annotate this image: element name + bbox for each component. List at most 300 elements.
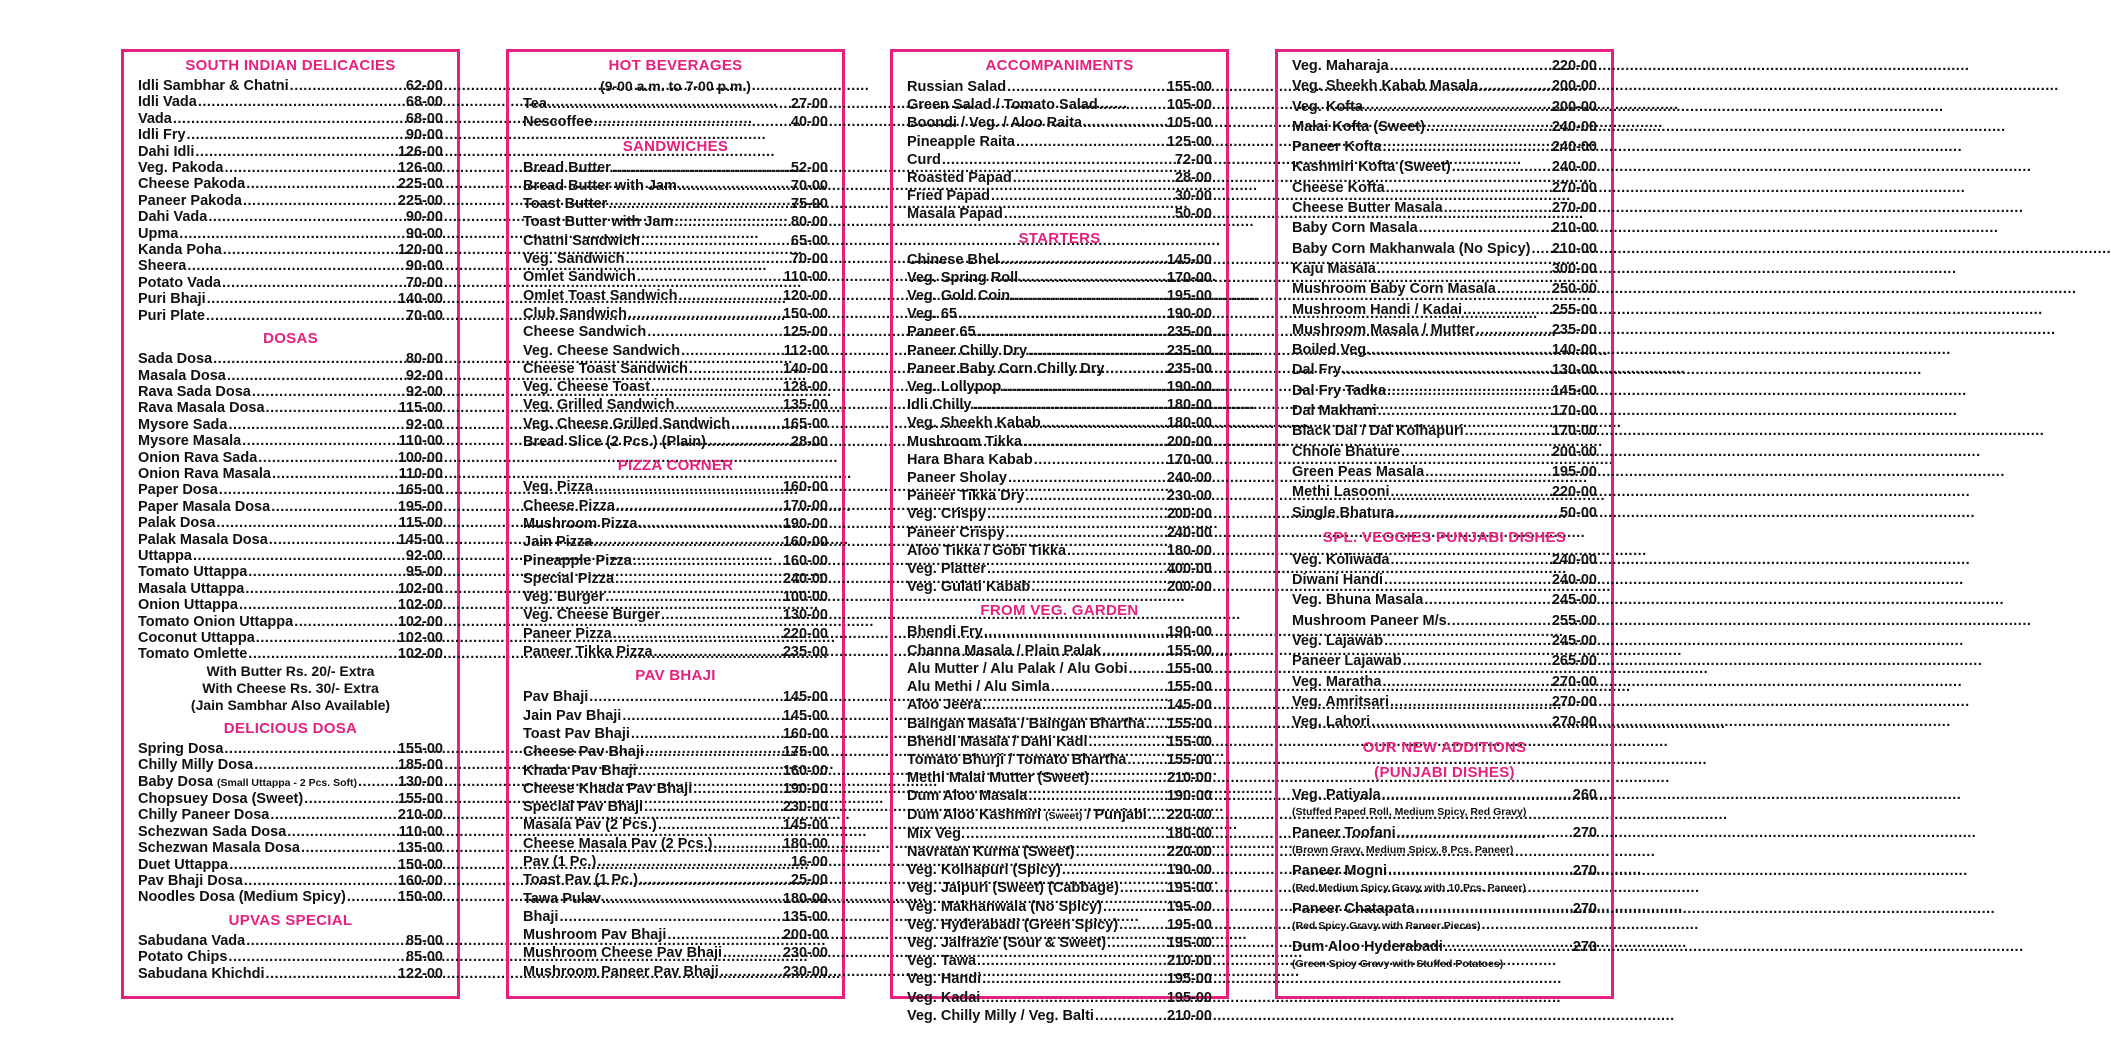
menu-item-price: 210-00 — [1166, 1007, 1212, 1024]
menu-item-name-text: Channa Masala / Plain Palak — [907, 642, 1102, 659]
dot-leader — [982, 970, 1166, 988]
menu-item — [138, 564, 443, 580]
menu-item-name — [1292, 157, 1451, 177]
menu-item-price: 92-00 — [405, 367, 443, 384]
dot-leader — [224, 160, 396, 176]
menu-item — [907, 251, 1212, 269]
menu-item — [1292, 97, 1597, 117]
menu-item-name — [138, 824, 286, 840]
menu-item-name-text: Dal Makhani — [1292, 403, 1377, 420]
menu-item — [1292, 340, 1597, 360]
dot-leader — [187, 127, 405, 143]
menu-item-price: 195-00 — [397, 498, 443, 515]
menu-item — [907, 414, 1212, 432]
menu-item — [138, 242, 443, 258]
menu-item-name-text: Hara Bhara Kabab — [907, 451, 1033, 468]
menu-item-name-text: Tawa Pulav — [523, 890, 601, 907]
menu-item-name-text: Veg. 65 — [907, 306, 957, 323]
menu-item-name — [1292, 340, 1370, 360]
menu-item — [523, 305, 828, 323]
section-title: ACCOMPANIMENTS — [985, 57, 1134, 74]
menu-item-name — [907, 952, 976, 970]
menu-item-price: 145-00 — [782, 707, 828, 724]
menu-item — [1292, 550, 1597, 570]
menu-item-name-text: Mushroom Baby Corn Masala — [1292, 281, 1496, 298]
dot-leader — [1371, 712, 1551, 732]
menu-item-price: 105-00 — [1166, 97, 1212, 114]
section-note: (Jain Sambhar Also Available) — [190, 696, 391, 713]
menu-item-name-text: Spring Dosa — [138, 740, 224, 757]
dot-leader — [1377, 259, 1551, 279]
dot-leader — [1076, 843, 1166, 861]
menu-item-price: 240-00 — [1166, 470, 1212, 487]
dot-leader — [681, 342, 782, 360]
menu-item-price: 120-00 — [782, 287, 828, 304]
menu-item-price: 195-00 — [1166, 971, 1212, 988]
menu-item-name-text: Veg. Lollypop — [907, 379, 1002, 396]
menu-item — [907, 1007, 1212, 1025]
menu-item-price: 240-00 — [1551, 551, 1597, 568]
menu-item-price: 160-00 — [397, 873, 443, 890]
menu-item-name — [907, 469, 1007, 487]
menu-item-price: 170-00 — [782, 497, 828, 514]
menu-item-name-text: Black Dal / Dal Kolhapuri — [1292, 423, 1464, 440]
dot-leader — [1006, 524, 1166, 542]
menu-item-price: 190-00 — [1166, 379, 1212, 396]
menu-item-price: 155-00 — [1166, 79, 1212, 95]
menu-item-name — [1292, 97, 1363, 117]
menu-item-name-text: Veg. Pakoda — [138, 160, 224, 177]
dot-leader — [647, 323, 782, 341]
dot-leader — [1007, 78, 1166, 96]
menu-item-price: 130-00 — [1551, 362, 1597, 379]
menu-item — [1292, 401, 1597, 421]
menu-item-name — [138, 791, 303, 807]
dot-leader — [1387, 381, 1551, 401]
menu-item-name-text: Toast Butter with Jam — [523, 214, 674, 231]
menu-item-name-text: Veg. Cheese Burger — [523, 607, 660, 624]
menu-item-price: 102-00 — [397, 613, 443, 630]
menu-item — [907, 843, 1212, 861]
dot-leader — [1062, 861, 1166, 879]
menu-item-name-text: Veg. Handi — [907, 971, 982, 988]
dot-leader — [674, 213, 790, 231]
menu-item-price: 170-00 — [1166, 269, 1212, 286]
menu-item-name-text: Veg. Grilled Sandwich — [523, 397, 675, 414]
menu-item-price: 270-00 — [1551, 693, 1597, 710]
menu-item-name — [1292, 570, 1383, 590]
menu-item — [1292, 421, 1597, 441]
dot-leader — [638, 762, 782, 780]
menu-item-name-text: Mysore Masala — [138, 433, 242, 450]
menu-item-name — [523, 177, 677, 195]
menu-item — [523, 415, 828, 433]
menu-item — [138, 226, 443, 242]
dot-leader — [593, 113, 790, 131]
dot-leader — [1342, 360, 1551, 380]
menu-item-name — [1292, 611, 1451, 631]
menu-item-name — [1292, 692, 1389, 712]
menu-item-name — [523, 113, 592, 131]
menu-item-name-text: Green Salad / Tomato Salad — [907, 97, 1098, 114]
menu-item — [1292, 239, 1597, 259]
menu-item-name — [907, 187, 990, 205]
menu-column-2 — [506, 49, 845, 999]
menu-item — [523, 963, 828, 981]
menu-item-price: 195-00 — [1551, 463, 1597, 480]
menu-item-name — [907, 696, 981, 714]
menu-item-name — [1292, 178, 1385, 198]
dot-leader — [1107, 934, 1166, 952]
dot-leader — [594, 478, 782, 496]
menu-item — [907, 934, 1212, 952]
dot-leader — [1452, 157, 1551, 177]
menu-item — [523, 707, 828, 725]
dot-leader — [1119, 916, 1166, 934]
menu-item-name — [1292, 259, 1376, 279]
menu-item — [907, 305, 1212, 323]
menu-item-name-text: Dum Aloo Hyderabadi — [1292, 938, 1443, 955]
menu-item — [138, 308, 443, 324]
menu-item-name-text: Club Sandwich — [523, 305, 627, 322]
menu-item-name-text: Toast Pav Bhaji — [523, 725, 630, 742]
menu-item-name — [138, 757, 253, 773]
dot-leader — [272, 466, 398, 482]
menu-item-name-text: Veg. Chilly Milly / Veg. Balti — [907, 1007, 1094, 1024]
dot-leader — [239, 597, 397, 613]
menu-item — [1292, 861, 1597, 881]
menu-item-name-text: Veg. Cheese Sandwich — [523, 342, 681, 359]
dot-leader — [593, 533, 782, 551]
section-title: PAV BHAJI — [635, 667, 716, 685]
menu-item-name — [138, 291, 206, 307]
menu-item-price: 70-00 — [405, 274, 443, 291]
menu-item-name — [138, 417, 227, 433]
menu-item-name-text: Diwani Handi — [1292, 572, 1384, 589]
menu-item-name-text: Dum Aloo Kashmiri — [907, 806, 1042, 823]
menu-item-name-text: Paneer Sholay — [907, 470, 1007, 487]
dot-leader — [1002, 378, 1166, 396]
menu-item — [1292, 611, 1597, 631]
dot-leader — [693, 780, 782, 798]
menu-item — [523, 816, 828, 834]
menu-item — [523, 95, 828, 113]
menu-item-name-text: Chatni Sandwich — [523, 232, 640, 249]
menu-item — [138, 966, 443, 982]
dot-leader — [720, 963, 782, 981]
menu-item-name — [138, 275, 221, 291]
menu-item — [907, 205, 1212, 223]
menu-item — [907, 469, 1212, 487]
menu-item-name-note: (Sweet) — [1045, 809, 1083, 822]
menu-item-price: 112-00 — [783, 342, 828, 359]
menu-item-description: (Red Medium Spicy Gravy with 10 Pcs. Paneer) — [1292, 881, 1526, 894]
menu-item — [523, 725, 828, 743]
menu-item — [138, 466, 443, 482]
menu-item-name-text: Cheese Pakoda — [138, 176, 246, 193]
dot-leader — [713, 835, 781, 853]
dot-leader — [1382, 672, 1550, 692]
menu-item-price: 105-00 — [1166, 115, 1212, 132]
menu-item-price: 270-00 — [1551, 714, 1597, 731]
menu-item-name-text: Kanda Poha — [138, 242, 222, 259]
menu-item-name-text: Veg. Spring Roll — [907, 269, 1019, 286]
menu-item-name — [1292, 421, 1464, 441]
menu-item — [138, 258, 443, 274]
menu-item-name-text: Jain Pizza — [523, 534, 593, 551]
dot-leader — [658, 816, 782, 834]
menu-item-name — [138, 160, 223, 176]
menu-item — [907, 733, 1212, 751]
menu-item-price: 200-00 — [1551, 78, 1597, 95]
menu-item-price: 200-00 — [1166, 579, 1212, 596]
menu-item-name — [907, 524, 1005, 542]
menu-item-price: 126-00 — [397, 143, 443, 160]
menu-column-1 — [121, 49, 460, 999]
menu-item-name-text: Navratan Kurma (Sweet) — [907, 843, 1075, 860]
menu-item-price: 245-00 — [1551, 592, 1597, 609]
menu-item-name — [523, 625, 612, 643]
dot-leader — [271, 499, 397, 515]
menu-item — [523, 250, 828, 268]
dot-leader — [301, 840, 397, 856]
menu-item-price: 170-00 — [1551, 403, 1597, 420]
menu-item-name — [907, 287, 1010, 305]
menu-item-price: 270-00 — [1551, 200, 1597, 217]
menu-item — [138, 176, 443, 192]
menu-item-price: 195-00 — [1166, 934, 1212, 951]
dot-leader — [589, 688, 782, 706]
dot-leader — [1016, 133, 1166, 151]
dot-leader — [1000, 251, 1166, 269]
menu-item — [907, 560, 1212, 578]
menu-item-price: 145-00 — [1166, 697, 1212, 714]
menu-item — [523, 762, 828, 780]
menu-item-name-text: Cheese Pav Bhaji — [523, 744, 644, 761]
menu-item-price: 40-00 — [790, 114, 828, 131]
menu-item — [138, 774, 443, 791]
dot-leader — [1148, 806, 1166, 824]
menu-item-name-text: Omlet Toast Sandwich — [523, 287, 678, 304]
menu-item — [523, 478, 828, 496]
dot-leader — [245, 581, 396, 597]
menu-item-name-text: Chopsuey Dosa (Sweet) — [138, 791, 304, 808]
dot-leader — [637, 268, 783, 286]
menu-item — [907, 187, 1212, 205]
menu-item-name — [138, 966, 265, 982]
menu-item-name — [138, 482, 218, 498]
menu-item-price: 300-00 — [1551, 260, 1597, 277]
menu-item — [138, 209, 443, 225]
menu-item-name — [907, 560, 986, 578]
menu-item-name — [138, 144, 194, 160]
menu-item-name-text: Veg. Sheekh Kabab — [907, 415, 1041, 432]
menu-item — [138, 824, 443, 840]
dot-leader — [707, 433, 790, 451]
menu-item — [138, 417, 443, 433]
menu-item — [1292, 442, 1597, 462]
menu-item-name — [1292, 198, 1443, 218]
menu-item-name-text: Schezwan Sada Dosa — [138, 823, 287, 840]
menu-item-name — [1292, 672, 1381, 692]
menu-item-price: 160-00 — [782, 725, 828, 742]
menu-item — [523, 908, 828, 926]
dot-leader — [1463, 300, 1551, 320]
menu-item — [138, 791, 443, 807]
menu-item — [1292, 823, 1597, 843]
menu-item-name — [138, 857, 228, 873]
menu-item-name-text: Veg. Gulati Kabab — [907, 579, 1031, 596]
menu-item-name-text: Cheese Masala Pav (2 Pcs.) — [523, 835, 713, 852]
menu-item-name-text: Veg. Makhanwala (No Spicy) — [907, 898, 1102, 915]
menu-item — [1292, 462, 1597, 482]
menu-item-name — [138, 774, 357, 791]
menu-item — [1292, 360, 1597, 380]
menu-item-name-text: Coconut Uttappa — [138, 630, 255, 646]
menu-item — [523, 232, 828, 250]
menu-item-name-text: Veg. Gold Coin — [907, 288, 1011, 305]
menu-item — [523, 835, 828, 853]
dot-leader — [1479, 76, 1551, 96]
menu-item-name-text: Paneer Lajawab — [1292, 653, 1402, 670]
menu-item-name-text: Tomato Omlette — [138, 646, 248, 663]
menu-item-name-text: Pav Bhaji Dosa — [138, 873, 243, 890]
menu-item — [907, 825, 1212, 843]
menu-item — [907, 287, 1212, 305]
menu-item-price: 230-00 — [782, 963, 828, 980]
menu-item-name — [907, 861, 1061, 879]
menu-item — [138, 515, 443, 531]
dot-leader — [1388, 861, 1572, 881]
dot-leader — [1013, 169, 1174, 187]
dot-leader — [1103, 898, 1166, 916]
menu-item-name-text: Mushroom Pav Bhaji — [523, 927, 667, 944]
menu-item — [523, 515, 828, 533]
menu-item — [523, 853, 828, 871]
dot-leader — [1083, 114, 1166, 132]
dot-leader — [208, 209, 405, 225]
menu-item-name-text: Veg. Lajawab — [1292, 633, 1384, 650]
menu-item-name-text: Paneer Mogni — [1292, 862, 1388, 879]
menu-item-name — [523, 552, 632, 570]
menu-item-name — [907, 205, 1003, 223]
dot-leader — [213, 351, 405, 367]
menu-item — [523, 396, 828, 414]
menu-item-name — [1292, 76, 1478, 96]
dot-leader — [1416, 899, 1572, 919]
menu-item-name-text: Sabudana Vada — [138, 932, 246, 949]
menu-item-name — [523, 835, 712, 853]
menu-item-name-text: Palak Masala Dosa — [138, 531, 268, 548]
menu-item — [1292, 937, 1597, 957]
menu-item-price: 102-00 — [397, 630, 443, 646]
menu-item-name — [523, 643, 653, 661]
menu-item-name-text: Bhendi Masala / Dahi Kadi — [907, 733, 1088, 750]
menu-item-name-text: Bhendi Fry — [907, 624, 983, 641]
menu-item-price: 220-00 — [1551, 58, 1597, 74]
menu-item-name-text: Mushroom Masala / Mutter — [1292, 321, 1475, 338]
menu-item-name-text: Veg. Jaipuri (Sweet) (Cabbage) — [907, 880, 1119, 897]
menu-item-name — [523, 415, 730, 433]
menu-item-name-text: Cheese Kofta — [1292, 179, 1385, 196]
dot-leader — [358, 774, 397, 790]
menu-item-price: 270 — [1572, 824, 1597, 841]
menu-item-name-text: Veg. Crispy — [907, 506, 986, 523]
dot-leader — [654, 643, 782, 661]
menu-item — [907, 787, 1212, 805]
menu-item-name-text: Cheese Pizza — [523, 497, 615, 514]
menu-item-name-text: Mysore Sada — [138, 416, 228, 433]
menu-item — [523, 552, 828, 570]
menu-item-name — [138, 499, 270, 515]
dot-leader — [1382, 137, 1550, 157]
menu-item-name — [907, 825, 965, 843]
menu-item-price: 400-00 — [1166, 561, 1212, 578]
dot-leader — [193, 548, 405, 564]
menu-item-name — [523, 478, 593, 496]
dot-leader — [1378, 401, 1551, 421]
dot-leader — [219, 482, 397, 498]
menu-item-name-text: Veg. Pizza — [523, 479, 594, 496]
menu-item-price: 235-00 — [782, 644, 828, 661]
menu-item-price: 220-00 — [782, 625, 828, 642]
menu-item-name — [523, 268, 636, 286]
menu-item-price: 210-00 — [1551, 240, 1597, 257]
dot-leader — [1099, 96, 1166, 114]
menu-item — [1292, 137, 1597, 157]
menu-item-name — [523, 853, 596, 871]
menu-item-name — [907, 378, 1001, 396]
menu-item-price: 180-00 — [1166, 415, 1212, 432]
dot-leader — [1395, 503, 1559, 523]
dot-leader — [1426, 117, 1551, 137]
menu-item-name — [523, 688, 588, 706]
menu-item-name — [907, 133, 1015, 151]
dot-leader — [615, 570, 782, 588]
menu-item-name-text: Masala Pav (2 Pcs.) — [523, 817, 657, 834]
menu-item-price: 190-00 — [782, 780, 828, 797]
menu-item-price: 50-00 — [1559, 504, 1597, 521]
menu-item-name — [523, 533, 592, 551]
menu-item-name-text: Paneer Tikka Pizza — [523, 644, 653, 661]
menu-item-price: 230-00 — [1166, 488, 1212, 505]
dot-leader — [638, 515, 781, 533]
menu-item-price: 235-00 — [1551, 321, 1597, 338]
menu-item-name — [1292, 117, 1425, 137]
menu-item-price: 235-00 — [1166, 360, 1212, 377]
menu-item-name — [1292, 239, 1531, 259]
menu-item-name-text: Pav Bhaji — [523, 689, 589, 706]
menu-item-name-text: Methi Malai Mutter (Sweet) — [907, 770, 1090, 787]
section-title: SOUTH INDIAN DELICACIES — [185, 57, 396, 74]
menu-item-name-text: Idli Fry — [138, 127, 186, 144]
menu-item-price: 155-00 — [1166, 660, 1212, 677]
section-title: HOT BEVERAGES — [608, 57, 743, 74]
menu-item — [1292, 692, 1597, 712]
menu-item-price: 80-00 — [405, 351, 443, 368]
menu-item-name-text: Dahi Vada — [138, 209, 208, 226]
menu-item-price: 70-00 — [790, 177, 828, 194]
menu-item-name — [1292, 218, 1418, 238]
menu-item-name-text: Kaju Masala — [1292, 260, 1376, 277]
dot-leader — [631, 725, 782, 743]
menu-item-name-text: Chhole Bhature — [1292, 443, 1400, 460]
menu-item-name-text: Veg. Maharaja — [1292, 58, 1389, 74]
menu-item — [907, 769, 1212, 787]
menu-item — [907, 360, 1212, 378]
dot-leader — [287, 824, 397, 840]
menu-item — [907, 989, 1212, 1007]
